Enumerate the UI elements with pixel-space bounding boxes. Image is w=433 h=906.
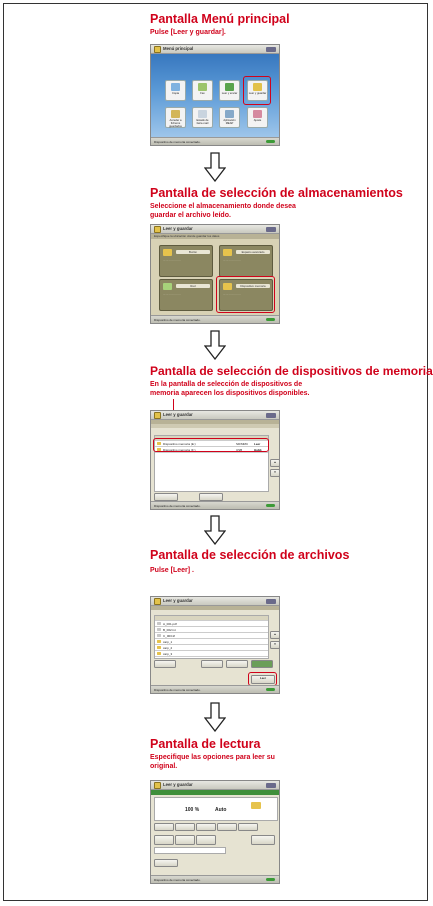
menu-titlebar xyxy=(151,45,279,54)
copy-icon xyxy=(171,83,180,91)
device-name: Dispositivo memoria (F:) xyxy=(163,447,196,452)
menu-statusbar xyxy=(151,137,279,145)
down-arrow-icon xyxy=(204,330,226,360)
status-led xyxy=(266,878,275,882)
mailbox-icon xyxy=(163,249,172,256)
status-led xyxy=(266,318,275,322)
status-led xyxy=(266,504,275,508)
storage-window-title: Leer y guardar xyxy=(163,226,193,231)
device-status: Habil. xyxy=(254,447,263,452)
device-name: Dispositivo memoria (E:) xyxy=(163,441,196,446)
option-network[interactable] xyxy=(159,279,213,311)
option-text-lines: ··· ··· ··· ··· ··· ··· xyxy=(163,293,181,296)
detail-button[interactable] xyxy=(226,660,248,668)
file-icon xyxy=(157,634,161,638)
mode-value: Auto xyxy=(215,807,227,813)
tile-label: Copia xyxy=(171,92,180,95)
format-button[interactable] xyxy=(238,823,258,831)
option-label: Buzón xyxy=(176,250,210,254)
file-list xyxy=(154,615,269,659)
files-title-button[interactable] xyxy=(266,599,276,604)
option-button[interactable] xyxy=(201,660,223,668)
original-button[interactable] xyxy=(217,823,237,831)
scroll-up-button[interactable]: ▲ xyxy=(270,631,280,639)
file-name: carp_1 xyxy=(163,639,173,644)
density-button[interactable] xyxy=(154,835,174,845)
network-icon xyxy=(163,283,172,290)
list-row[interactable] xyxy=(155,651,268,657)
read-statusbar xyxy=(151,875,279,883)
read-ready-bar xyxy=(151,790,279,795)
status-led xyxy=(266,140,275,144)
step1-desc: Pulse [Leer y guardar]. xyxy=(150,29,226,36)
settings-icon xyxy=(253,110,262,118)
option-advanced-space[interactable] xyxy=(219,245,273,277)
down-arrow-icon xyxy=(204,515,226,545)
storage-titlebar xyxy=(151,225,279,234)
step3-title: Pantalla de selección de dispositivos de memoria xyxy=(150,364,433,378)
read-button[interactable]: Leer xyxy=(251,675,275,684)
files-window-title: Leer y guardar xyxy=(163,598,193,603)
option-label: Dispositivo memoria xyxy=(236,284,270,288)
option-text-lines: ··· ··· ··· ··· ··· ··· xyxy=(163,259,181,262)
memory-titlebar xyxy=(151,411,279,420)
file-name-field[interactable] xyxy=(154,847,226,854)
folder-icon xyxy=(157,652,161,656)
step2-title: Pantalla de selección de almacenamientos xyxy=(150,186,403,200)
scan-store-icon xyxy=(154,412,161,419)
step2-desc: Seleccione el almacenamiento donde desea guardar el archivo leído. xyxy=(150,203,296,219)
files-instruction-bar xyxy=(151,606,279,610)
read-title-button[interactable] xyxy=(266,783,276,788)
step5-desc: Especifique las opciones para leer su original. xyxy=(150,754,275,770)
step3-desc: En la pantalla de selección de dispositivos de memoria aparecen los dispositivos disponibles. xyxy=(150,381,310,397)
option-label: Red xyxy=(176,284,210,288)
files-titlebar xyxy=(151,597,279,606)
tile-scan-send[interactable] xyxy=(219,80,240,101)
file-name: carp_2 xyxy=(163,645,173,650)
resolution-button[interactable] xyxy=(154,823,174,831)
file-name: B_002.txt xyxy=(163,627,176,632)
file-name: A_001.pdf xyxy=(163,621,177,626)
zoom-value: 100 % xyxy=(185,807,200,813)
status-text: Dispositivo de memoria conectado. xyxy=(154,503,201,508)
original-type-button[interactable] xyxy=(196,835,216,845)
read-titlebar xyxy=(151,781,279,790)
memory-device-screenshot xyxy=(150,410,280,510)
step4-desc: Pulse [Leer] . xyxy=(150,567,194,574)
device-type: USB xyxy=(236,447,243,452)
options-button[interactable] xyxy=(251,835,275,845)
status-text: Dispositivo de memoria conectado. xyxy=(154,139,201,144)
step5-title: Pantalla de lectura xyxy=(150,737,261,751)
files-statusbar xyxy=(151,685,279,693)
meap-icon xyxy=(225,110,234,118)
storage-selection-screenshot xyxy=(150,224,280,324)
down-arrow-icon xyxy=(204,152,226,182)
size-button[interactable] xyxy=(175,823,195,831)
file-name: C_003.tif xyxy=(163,633,176,638)
tile-label: Fax xyxy=(200,92,205,95)
tile-label: Estado de fax/e-mail xyxy=(196,119,209,125)
storage-statusbar xyxy=(151,315,279,323)
home-icon xyxy=(154,46,161,53)
tile-label: Aplicación MEAP xyxy=(223,119,236,125)
tile-meap[interactable] xyxy=(219,107,240,128)
option-button[interactable] xyxy=(199,493,223,501)
tile-settings[interactable] xyxy=(247,107,268,128)
select-all-button[interactable] xyxy=(251,660,273,668)
scan-store-icon xyxy=(154,782,161,789)
read-window-title: Leer y guardar xyxy=(163,782,193,787)
fax-icon xyxy=(198,83,207,91)
main-menu-screenshot xyxy=(150,44,280,146)
highlight-device-rows xyxy=(153,438,269,452)
menu-title-button[interactable] xyxy=(266,47,276,52)
advanced-space-icon xyxy=(223,249,232,256)
step4-title: Pantalla de selección de archivos xyxy=(150,548,350,562)
step1-title: Pantalla Menú principal xyxy=(150,12,290,26)
option-label: Espacio avanzado xyxy=(236,250,270,254)
menu-window-title: Menú principal xyxy=(163,46,194,51)
fax-status-icon xyxy=(198,110,207,118)
option-text-lines: ··· ··· ··· ··· ··· ··· xyxy=(223,259,241,262)
file-format-icon xyxy=(251,802,261,809)
scan-store-icon xyxy=(154,598,161,605)
tile-fax[interactable] xyxy=(192,80,213,101)
file-icon xyxy=(157,628,161,632)
storage-instruction: Especifique la ubicación donde guardar los datos xyxy=(151,234,279,239)
read-screen-screenshot xyxy=(150,780,280,884)
status-led xyxy=(266,688,275,692)
read-settings-panel xyxy=(154,797,278,821)
cancel-button[interactable] xyxy=(154,859,178,867)
file-name: carp_3 xyxy=(163,651,173,656)
scroll-down-button[interactable]: ▼ xyxy=(270,641,280,649)
back-button[interactable] xyxy=(154,660,176,668)
folder-icon xyxy=(157,646,161,650)
device-status: Leer xyxy=(254,441,261,446)
tile-label: Leer y enviar xyxy=(221,92,238,95)
status-text: Dispositivo de memoria conectado. xyxy=(154,687,201,692)
scroll-down-button[interactable]: ▼ xyxy=(270,469,280,477)
storage-title-button[interactable] xyxy=(266,227,276,232)
tile-label: Leer y guardar xyxy=(248,92,267,95)
highlight-scan-store xyxy=(243,76,271,105)
memory-statusbar xyxy=(151,501,279,509)
duplex-button[interactable] xyxy=(175,835,195,845)
scan-send-icon xyxy=(225,83,234,91)
status-text: Dispositivo de memoria conectado. xyxy=(154,317,201,322)
device-type: SD/MMC xyxy=(236,441,249,446)
scan-store-icon xyxy=(154,226,161,233)
stored-files-icon xyxy=(171,110,180,118)
memory-title-button[interactable] xyxy=(266,413,276,418)
memory-breadcrumb-bar xyxy=(151,424,279,428)
tile-copy[interactable] xyxy=(165,80,186,101)
status-text: Dispositivo de memoria conectado. xyxy=(154,877,201,882)
scroll-up-button[interactable]: ▲ xyxy=(270,459,280,467)
option-text-lines: ··· ··· ··· ··· ··· ··· xyxy=(223,293,241,296)
tile-fax-status[interactable] xyxy=(192,107,213,128)
file-selection-screenshot xyxy=(150,596,280,694)
memory-window-title: Leer y guardar xyxy=(163,412,193,417)
down-arrow-icon xyxy=(204,702,226,732)
highlight-read-button xyxy=(248,672,277,686)
tile-label: Acceder a ficheros guardados xyxy=(169,119,182,128)
folder-icon xyxy=(157,640,161,644)
tile-access-stored[interactable] xyxy=(165,107,186,128)
option-mailbox[interactable] xyxy=(159,245,213,277)
highlight-memory-device xyxy=(216,276,275,313)
zoom-button[interactable] xyxy=(196,823,216,831)
file-icon xyxy=(157,622,161,626)
tile-label: Ajuste xyxy=(253,119,262,122)
back-button[interactable] xyxy=(154,493,178,501)
